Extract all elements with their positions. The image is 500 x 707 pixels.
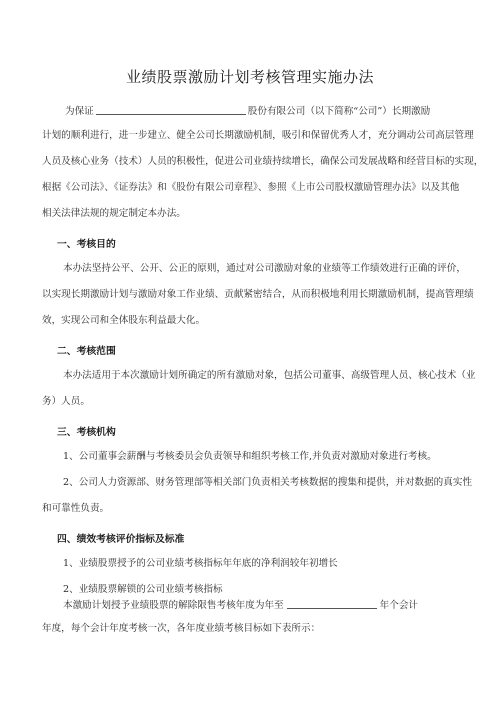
year-blank	[287, 598, 377, 609]
section-3-line-3: 和可靠性负责。	[42, 503, 110, 514]
intro-line-3: 人员及核心业务（技术）人员的积极性，促进公司业绩持续增长，确保公司发展战略和经营目标的实现，	[42, 156, 484, 167]
intro-line-1	[65, 104, 430, 119]
section-1-heading: 一、考核目的	[57, 239, 116, 250]
section-4-line-3	[63, 598, 418, 613]
company-name-blank	[96, 104, 246, 115]
section-4-line-1: 1、业绩股票授予的公司业绩考核指标年年底的净利润较年初增长	[63, 558, 338, 569]
section-1-line-3: 效，实现公司和全体股东利益最大化。	[42, 315, 206, 326]
section-4-line-3-suffix: 年个会计	[379, 600, 419, 611]
section-3-heading: 三、考核机构	[57, 427, 116, 438]
section-2-heading: 二、考核范围	[57, 346, 116, 357]
section-4-heading: 四、绩效考核评价指标及标准	[57, 534, 185, 545]
section-3-line-2: 2、公司人力资源部、财务管理部等相关部门负责相关考核数据的搜集和提供，并对数据的真实性	[63, 477, 473, 488]
section-2-line-2: 务）人员。	[42, 396, 90, 407]
section-4-line-4: 年度，每个会计年度考核一次，各年度业绩考核目标如下表所示：	[42, 623, 321, 634]
intro-prefix: 为保证	[65, 106, 94, 117]
intro-line-5: 相关法律法规的规定制定本办法。	[42, 208, 186, 219]
section-3-line-1: 1、公司董事会薪酬与考核委员会负责领导和组织考核工作,并负责对激励对象进行考核。	[63, 451, 437, 462]
section-4-line-2: 2、业绩股票解锁的公司业绩考核指标	[63, 584, 223, 595]
section-4-line-3-prefix: 本激励计划授予业绩股票的解除限售考核年度为年至	[63, 600, 284, 611]
section-1-line-2: 以实现长期激励计划与激励对象工作业绩、贡献紧密结合，从而积极地利用长期激励机制，提高管理绩	[42, 289, 474, 300]
document-title: 业绩股票激励计划考核管理实施办法	[125, 68, 374, 86]
section-2-line-1: 本办法适用于本次激励计划所确定的所有激励对象，包括公司董事、高级管理人员、核心技术（业	[63, 370, 476, 381]
intro-suffix: 股份有限公司（以下简称“公司”）长期激励	[247, 106, 431, 117]
intro-line-4: 根据《公司法》、《证券法》和《股份有限公司章程》、参照《上市公司股权激励管理办法》以及其他	[42, 182, 460, 193]
section-1-line-1: 本办法坚持公平、公开、公正的原则，通过对公司激励对象的业绩等工作绩效进行正确的评价，	[63, 263, 466, 274]
intro-line-2: 计划的顺利进行，进一步建立、健全公司长期激励机制，吸引和保留优秀人才，充分调动公司高层管理	[42, 130, 474, 141]
